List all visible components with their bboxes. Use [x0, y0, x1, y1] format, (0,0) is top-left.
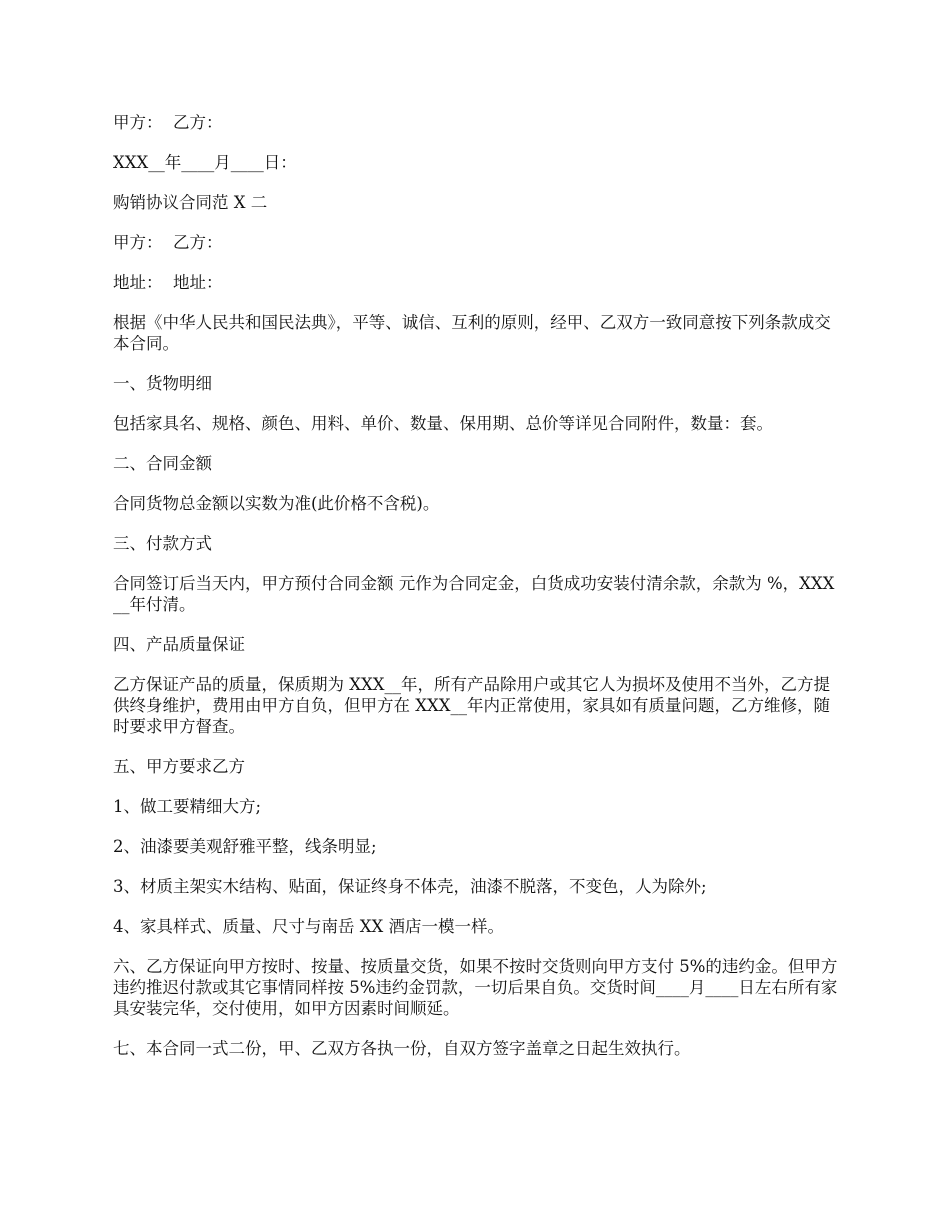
party-line: 甲方： 乙方： — [113, 113, 223, 132]
goods-paragraph: 包括家具名、规格、颜色、用料、单价、数量、保用期、总价等详见合同附件，数量：套。 — [113, 414, 773, 433]
section-heading-amount: 二、合同金额 — [113, 454, 212, 473]
quality-paragraph: 乙方保证产品的质量，保质期为 XXX__年，所有产品除用户或其它人为损坏及使用不当外，乙方提供终身维护，费用由甲方自负，但甲方在 XXX__年内正常使用，家具如有质量问题，乙方维修，随时要求甲方督查。 — [113, 675, 830, 736]
contract-title: 购销协议合同范 X 二 — [113, 193, 268, 212]
date-line: XXX__年____月____日： — [113, 153, 297, 172]
requirement-item: 1、做工要精细大方; — [113, 797, 262, 816]
amount-paragraph: 合同货物总金额以实数为准(此价格不含税)。 — [113, 494, 440, 513]
requirement-item: 3、材质主架实木结构、贴面，保证终身不体壳，油漆不脱落，不变色，人为除外; — [113, 877, 707, 896]
preamble-paragraph: 根据《中华人民共和国民法典》，平等、诚信、互利的原则，经甲、乙双方一致同意按下列条款成交本合同。 — [113, 313, 831, 353]
section-heading-payment: 三、付款方式 — [113, 534, 212, 553]
requirement-item: 2、油漆要美观舒雅平整，线条明显; — [113, 837, 377, 856]
copies-clause-paragraph: 七、本合同一式二份，甲、乙双方各执一份，自双方签字盖章之日起生效执行。 — [113, 1039, 691, 1058]
section-heading-quality: 四、产品质量保证 — [113, 635, 245, 654]
document-body — [113, 112, 838, 1078]
address-line: 地址： 地址： — [113, 273, 223, 292]
payment-paragraph: 合同签订后当天内，甲方预付合同金额 元作为合同定金，白货成功安装付清余款，余款为 %，XXX__年付清。 — [113, 574, 835, 614]
delivery-clause-paragraph: 六、乙方保证向甲方按时、按量、按质量交货，如果不按时交货则向甲方支付 5%的违约金。但甲方违约推迟付款或其它事情同样按 5%违约金罚款，一切后果自负。交货时间____月____日左右所有家具安装完华，交付使用，如甲方因素时间顺延。 — [113, 957, 838, 1018]
section-heading-requirements: 五、甲方要求乙方 — [113, 757, 245, 776]
section-heading-goods: 一、货物明细 — [113, 374, 212, 393]
party-line: 甲方： 乙方： — [113, 233, 223, 252]
requirement-item: 4、家具样式、质量、尺寸与南岳 XX 酒店一模一样。 — [113, 917, 504, 936]
